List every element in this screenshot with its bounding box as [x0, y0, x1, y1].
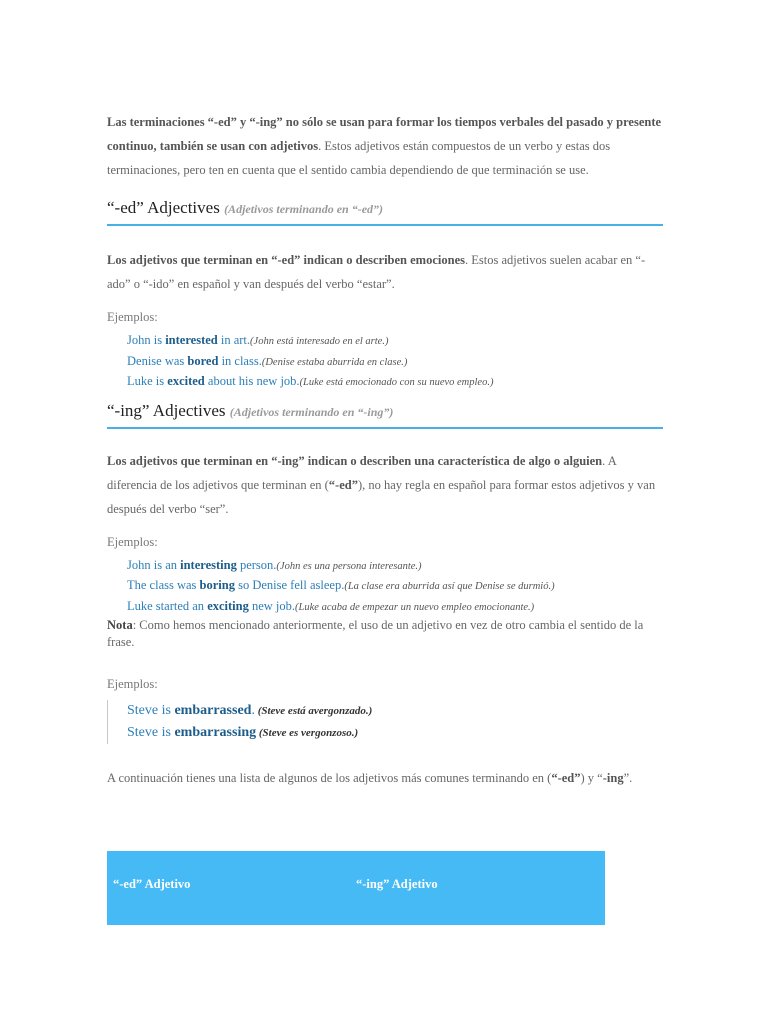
example-pre: Luke is [127, 374, 168, 388]
example-post: in art. [217, 333, 251, 347]
table-header-ing: “-ing” Adjetivo [356, 877, 438, 891]
list-intro [107, 766, 663, 790]
example-key: embarrassed [174, 703, 252, 718]
example-post: . [251, 703, 255, 718]
example-key: exciting [207, 598, 249, 613]
example-pre: The class was [127, 578, 200, 592]
example-translation: (Denise estaba aburrida en clase.) [261, 356, 408, 368]
list-intro-ed: “-ed” [551, 771, 581, 785]
ing-heading [107, 399, 663, 429]
ed-description [107, 248, 663, 296]
compare-example-2 [107, 722, 663, 744]
example-pre: Denise was [127, 353, 188, 368]
compare-example-1 [107, 700, 663, 722]
example-pre: John is [127, 333, 166, 347]
ing-description-mid: . A diferencia de los adjetivos que terminan en ( [107, 453, 617, 492]
example-key: interested [165, 333, 218, 347]
example-key: excited [167, 374, 205, 388]
ing-example-2 [127, 576, 663, 597]
ed-description-rest: . Estos adjetivos suelen acabar en “-ado” o “-ido” en español y van después del verbo “estar”. [107, 253, 646, 291]
ed-heading-title: “-ed” Adjectives [107, 198, 220, 217]
compare-examples-list [107, 700, 663, 744]
ed-example-2 [127, 352, 663, 373]
ing-description-key: “-ed” [328, 477, 358, 492]
example-post: person. [236, 557, 277, 572]
ing-examples-list [107, 556, 663, 618]
ed-heading-subtitle: (Adjetivos terminando en “-ed”) [224, 202, 384, 216]
example-translation: (John es una persona interesante.) [276, 560, 422, 572]
note-text: : Como hemos mencionado anteriormente, el uso de un adjetivo en vez de otro cambia el sentido de la frase. [107, 618, 644, 649]
example-translation: (Steve está avergonzado.) [254, 705, 373, 717]
ing-heading-subtitle: (Adjetivos terminando en “-ing”) [229, 404, 394, 419]
ed-examples-label: Ejemplos: [107, 310, 158, 324]
list-intro-mid: ) y “ [580, 771, 603, 785]
intro-bold: Las terminaciones “-ed” y “-ing” no sólo se usan para formar los tiempos verbales del pasado y presente continuo, también se usan con adjetivos [107, 115, 662, 153]
example-translation: (Steve es vergonzoso.) [256, 727, 359, 739]
ed-description-bold: Los adjetivos que terminan en “-ed” indican o describen emociones [107, 253, 465, 267]
example-post: about his new job. [204, 374, 300, 388]
adjectives-table-header [107, 851, 605, 925]
ed-heading [107, 196, 663, 226]
ing-description-rest: ), no hay regla en español para formar estos adjetivos y van después del verbo “ser”. [107, 477, 656, 516]
ing-examples-label: Ejemplos: [107, 534, 158, 549]
example-post: new job. [248, 598, 296, 613]
example-key: bored [187, 353, 219, 368]
ing-example-1 [127, 556, 663, 577]
ing-heading-title: “-ing” Adjectives [107, 400, 226, 420]
note-paragraph [107, 617, 663, 651]
intro-rest: . Estos adjetivos están compuestos de un verbo y estas dos terminaciones, pero ten en cuenta que el sentido cambia dependiendo de que terminación se use. [107, 139, 611, 177]
example-translation: (Luke está emocionado con su nuevo empleo.) [299, 377, 494, 388]
example-pre: John is an [127, 557, 181, 572]
ed-example-1 [127, 331, 663, 352]
example-key: boring [199, 578, 235, 592]
compare-examples-label: Ejemplos: [107, 677, 158, 691]
example-pre: Steve is [127, 725, 175, 740]
ed-examples-list [107, 331, 663, 393]
example-translation: (Luke acaba de empezar un nuevo empleo emocionante.) [295, 601, 535, 613]
ing-description-bold: Los adjetivos que terminan en “-ing” indican o describen una característica de algo o alguien [107, 453, 603, 468]
example-post: so Denise fell asleep. [234, 578, 345, 592]
list-intro-pre: A continuación tienes una lista de algunos de los adjetivos más comunes terminando en ( [107, 771, 552, 785]
example-pre: Luke started an [127, 598, 208, 613]
example-pre: Steve is [127, 703, 175, 718]
list-intro-post: ”. [623, 771, 633, 785]
example-translation: (La clase era aburrida así que Denise se durmió.) [344, 581, 555, 592]
note-label: Nota [107, 618, 133, 632]
article-body [107, 110, 663, 790]
example-key: embarrassing [174, 725, 257, 740]
ing-example-3 [127, 597, 663, 618]
example-translation: (John está interesado en el arte.) [250, 336, 389, 347]
intro-paragraph [107, 110, 663, 182]
ing-description [107, 449, 663, 521]
list-intro-ing: -ing [602, 771, 624, 785]
ed-example-3 [127, 372, 663, 393]
table-header-ed: “-ed” Adjetivo [113, 877, 191, 891]
example-key: interesting [180, 557, 237, 572]
example-post: in class. [218, 353, 262, 368]
